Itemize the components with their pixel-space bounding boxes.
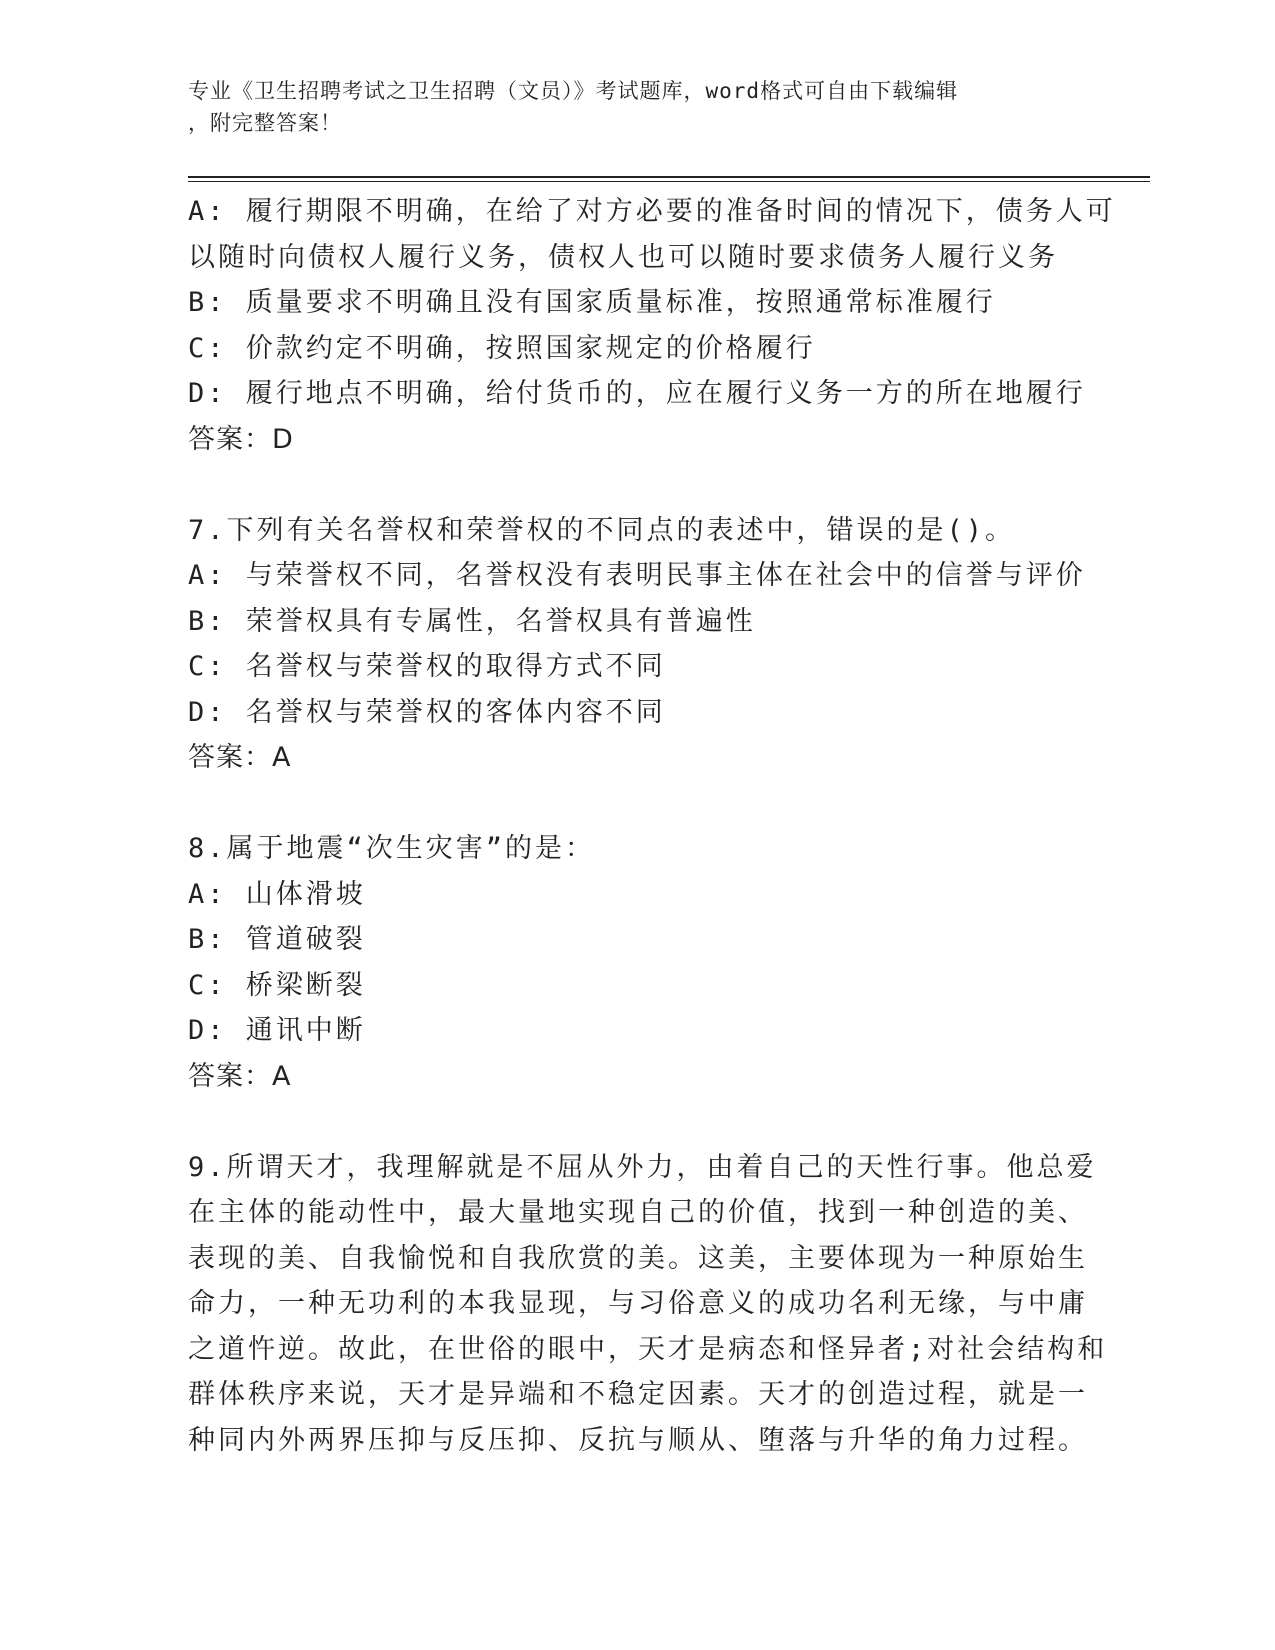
answer-label: 答案：D — [188, 423, 294, 455]
question-8 — [188, 826, 1088, 1099]
header-line-2: ，附完整答案！ — [188, 111, 342, 135]
header-divider-thick — [188, 176, 1150, 178]
option-d: D: 履行地点不明确，给付货币的，应在履行义务一方的所在地履行 — [188, 378, 1086, 409]
option-d: D: 通讯中断 — [188, 1015, 366, 1046]
passage-line: 之道忤逆。故此，在世俗的眼中，天才是病态和怪异者;对社会结构和 — [188, 1333, 1108, 1365]
option-b: B: 质量要求不明确且没有国家质量标准，按照通常标准履行 — [188, 287, 996, 318]
header-line-1: 专业《卫生招聘考试之卫生招聘（文员）》考试题库，word格式可自由下载编辑 — [188, 79, 959, 103]
passage-line: 在主体的能动性中，最大量地实现自己的价值，找到一种创造的美、 — [188, 1197, 1088, 1228]
spacer — [188, 781, 1088, 827]
document-header — [188, 75, 1088, 139]
option-b: B: 管道破裂 — [188, 924, 366, 955]
question-text: 8.属于地震“次生灾害”的是： — [188, 833, 596, 864]
option-a: A: 与荣誉权不同，名誉权没有表明民事主体在社会中的信誉与评价 — [188, 560, 1086, 591]
option-a: A: 山体滑坡 — [188, 878, 366, 910]
passage-line: 群体秩序来说，天才是异端和不稳定因素。天才的创造过程，就是一 — [188, 1379, 1088, 1410]
passage-line: 命力，一种无功利的本我显现，与习俗意义的成功名利无缘，与中庸 — [188, 1288, 1088, 1319]
option-c: C: 名誉权与荣誉权的取得方式不同 — [188, 651, 666, 682]
option-a: A: 履行期限不明确，在给了对方必要的准备时间的情况下，债务人可 — [188, 196, 1116, 227]
passage-line: 表现的美、自我愉悦和自我欣赏的美。这美，主要体现为一种原始生 — [188, 1242, 1088, 1274]
document-body — [188, 189, 1116, 1463]
answer-label: 答案：A — [188, 742, 292, 773]
question-9 — [188, 1145, 1108, 1464]
passage-line: 种同内外两界压抑与反压抑、反抗与顺从、堕落与升华的角力过程。 — [188, 1424, 1088, 1456]
header-divider-thin — [188, 181, 1150, 182]
answer-label: 答案：A — [188, 1060, 292, 1092]
question-6-options — [188, 189, 1116, 462]
spacer — [188, 1099, 1088, 1145]
spacer — [188, 462, 1088, 508]
option-d: D: 名誉权与荣誉权的客体内容不同 — [188, 696, 666, 728]
option-c: C: 桥梁断裂 — [188, 969, 366, 1001]
question-text: 7.下列有关名誉权和荣誉权的不同点的表述中，错误的是()。 — [188, 514, 1016, 546]
passage-line: 9.所谓天才，我理解就是不屈从外力，由着自己的天性行事。他总爱 — [188, 1151, 1097, 1183]
option-c: C: 价款约定不明确，按照国家规定的价格履行 — [188, 332, 816, 364]
question-7 — [188, 508, 1088, 781]
option-a-continued: 以随时向债权人履行义务，债权人也可以随时要求债务人履行义务 — [188, 241, 1058, 273]
option-b: B: 荣誉权具有专属性，名誉权具有普遍性 — [188, 605, 756, 637]
